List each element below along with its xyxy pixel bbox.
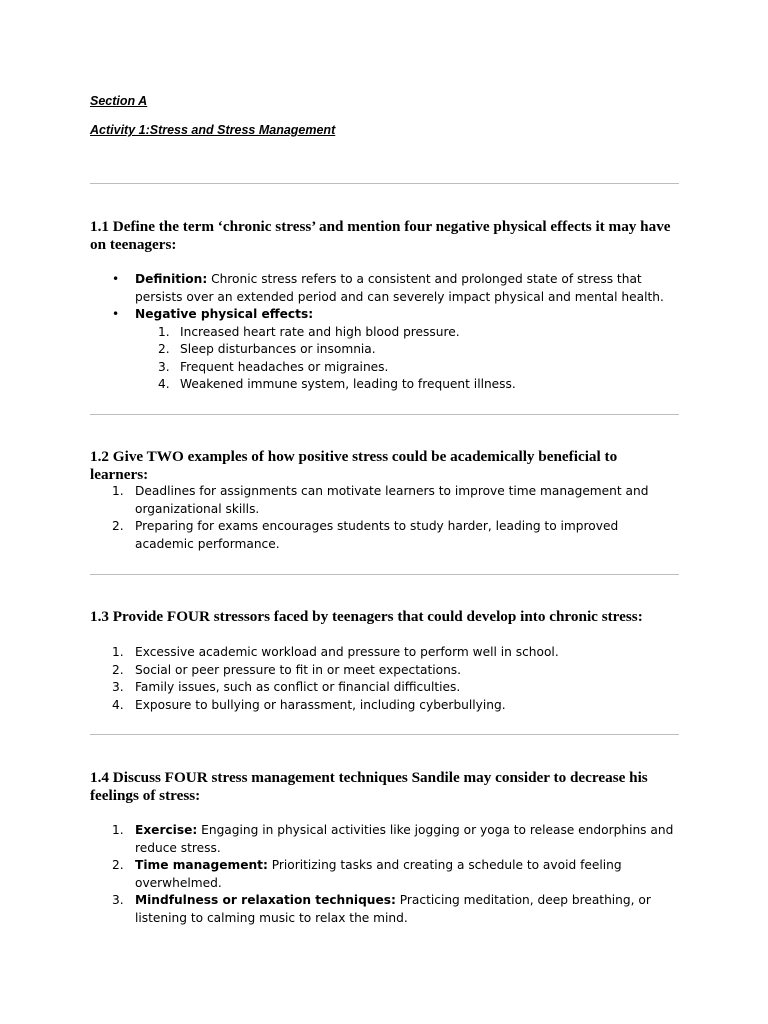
term: Mindfulness or relaxation techniques: [135, 893, 396, 907]
question-1-1-list [90, 271, 679, 394]
item-text: Social or peer pressure to fit in or meet expectations. [135, 662, 462, 677]
question-1-1-heading: 1.1 Define the term ‘chronic stress’ and mention four negative physical effects it may have on teenagers: [90, 218, 671, 253]
section-label: Section A [90, 94, 148, 108]
list-item [90, 822, 679, 857]
question-1-2-list [90, 483, 679, 553]
question-1-3-list [90, 644, 679, 714]
term: Exercise: [135, 823, 198, 837]
list-number: 4. [112, 697, 124, 712]
item-text: Excessive academic workload and pressure to perform well in school. [135, 645, 559, 659]
item-text: Preparing for exams encourages students to study harder, leading to improved academic performance. [135, 519, 619, 551]
question-1-4-heading: 1.4 Discuss FOUR stress management techniques Sandile may consider to decrease his feelings of stress: [90, 769, 648, 804]
list-item [90, 892, 679, 927]
term: Negative physical effects: [135, 307, 314, 321]
item-text: Increased heart rate and high blood pressure. [180, 324, 460, 339]
bullet-marker: • [112, 272, 120, 286]
list-number: 3. [112, 893, 124, 907]
item-text: Frequent headaches or migraines. [180, 359, 389, 374]
list-item [90, 306, 679, 394]
item-text: Chronic stress refers to a consistent and prolonged state of stress that persists over an extended period and can severely impact physical and mental health. [135, 272, 664, 304]
item-text: Engaging in physical activities like jogging or yoga to release endorphins and reduce stress. [135, 823, 674, 855]
list-number: 1. [112, 823, 124, 837]
item-text: Exposure to bullying or harassment, including cyberbullying. [135, 697, 506, 712]
list-item [90, 697, 679, 715]
list-item [90, 483, 679, 518]
divider [90, 414, 679, 415]
bullet-marker: • [112, 307, 120, 321]
list-number: 2. [112, 858, 124, 872]
divider [90, 183, 679, 184]
list-item [135, 324, 679, 342]
list-number: 2. [158, 342, 170, 356]
list-item [90, 679, 679, 697]
list-item [90, 518, 679, 553]
question-1-3-heading: 1.3 Provide FOUR stressors faced by teenagers that could develop into chronic stress: [90, 608, 643, 625]
item-text: Sleep disturbances or insomnia. [180, 342, 376, 356]
activity-label: Activity 1:Stress and Stress Management [90, 123, 336, 137]
question-1-2-heading: 1.2 Give TWO examples of how positive stress could be academically beneficial to learners: [90, 448, 618, 483]
list-number: 3. [158, 359, 170, 374]
list-item [135, 376, 679, 394]
item-text: Practicing meditation, deep breathing, or listening to calming music to relax the mind. [135, 893, 651, 925]
list-number: 1. [112, 645, 124, 659]
divider [90, 574, 679, 575]
negative-effects-list [135, 324, 679, 394]
question-1-4-list [90, 822, 679, 927]
list-item [90, 857, 679, 892]
list-item [90, 644, 679, 662]
item-text: Deadlines for assignments can motivate learners to improve time management and organizational skills. [135, 484, 649, 516]
list-number: 3. [112, 680, 124, 694]
list-item [135, 359, 679, 377]
item-text: Prioritizing tasks and creating a schedule to avoid feeling overwhelmed. [135, 858, 622, 890]
divider [90, 734, 679, 735]
term: Time management: [135, 858, 268, 872]
list-number: 4. [158, 377, 170, 391]
list-item [135, 341, 679, 359]
item-text: Weakened immune system, leading to frequent illness. [180, 377, 516, 391]
list-number: 1. [158, 324, 170, 339]
list-item [90, 271, 679, 306]
list-number: 1. [112, 484, 124, 498]
list-number: 2. [112, 519, 124, 533]
list-item [90, 662, 679, 680]
term: Definition: [135, 272, 208, 286]
list-number: 2. [112, 662, 124, 677]
item-text: Family issues, such as conflict or financial difficulties. [135, 680, 461, 694]
